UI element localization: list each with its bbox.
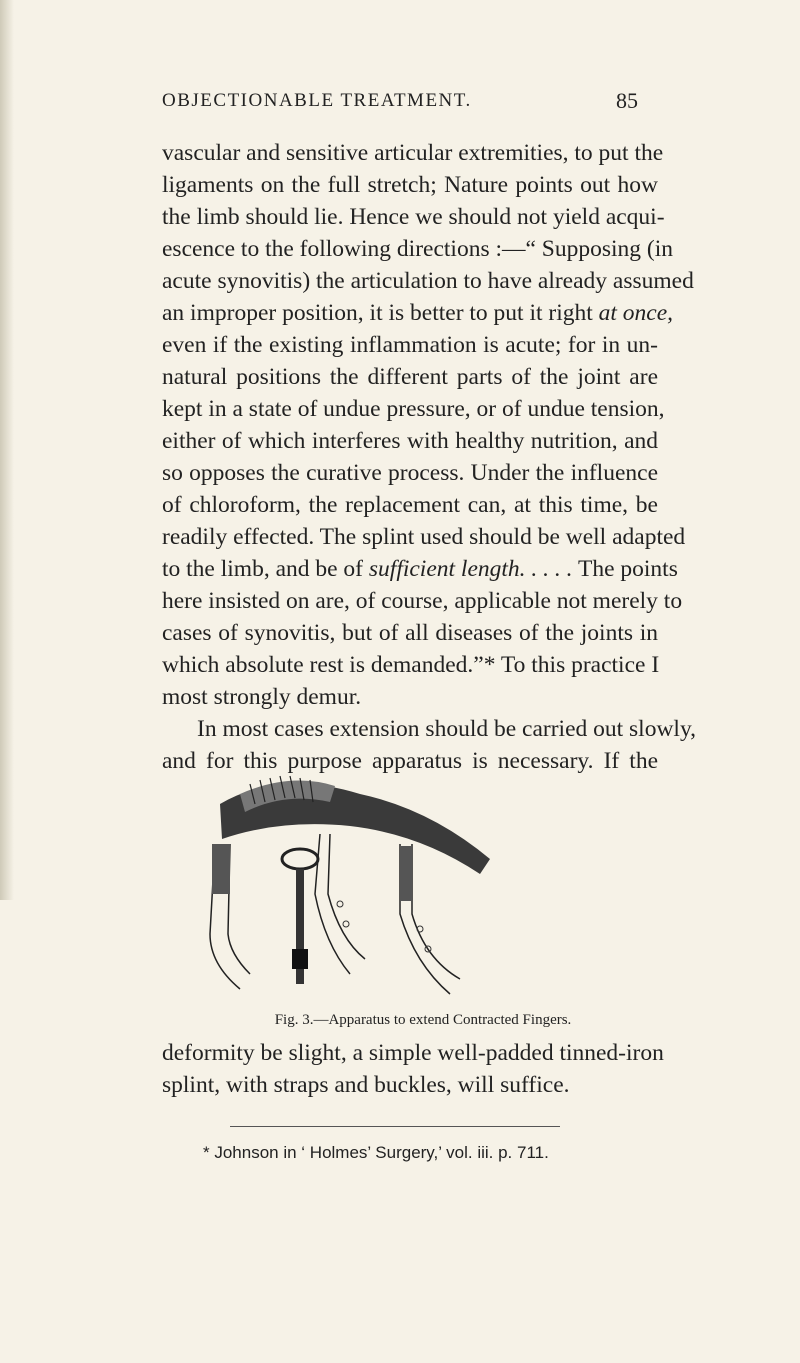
body-line: escence to the following directions :—“ Supposing (in — [162, 236, 674, 262]
body-line-text: an improper position, it is better to put it right — [162, 300, 593, 326]
body-line: even if the existing inflammation is acute; for in un- — [162, 332, 658, 358]
body-line — [162, 300, 674, 327]
footnote-rule — [230, 1126, 560, 1127]
page-gutter-shadow — [0, 0, 14, 900]
body-line: readily effected. The splint used should be well adapted — [162, 524, 686, 550]
running-header: OBJECTIONABLE TREATMENT. — [162, 90, 472, 111]
body-line: which absolute rest is demanded.”* To this practice I — [162, 652, 660, 678]
body-line: natural positions the different parts of the joint are — [162, 364, 658, 390]
body-line: the limb should lie. Hence we should not yield acqui- — [162, 204, 665, 230]
emphasis-sufficient-length: sufficient length. . . . . — [368, 556, 573, 582]
body-line: acute synovitis) the articulation to have already assumed — [162, 268, 694, 294]
body-line: most strongly demur. — [162, 684, 362, 710]
body-line: of chloroform, the replacement can, at this time, be — [162, 492, 658, 518]
body-line: In most cases extension should be carried out slowly, — [197, 716, 697, 742]
apparatus-illustration — [200, 764, 500, 1004]
body-line: kept in a state of undue pressure, or of undue tension, — [162, 396, 665, 422]
body-line: cases of synovitis, but of all diseases of the joints in — [162, 620, 658, 646]
footnote: * Johnson in ‘ Holmes’ Surgery,’ vol. iii. p. 711. — [203, 1143, 549, 1162]
body-line: vascular and sensitive articular extremities, to put the — [162, 140, 664, 166]
body-line: so opposes the curative process. Under the influence — [162, 460, 658, 486]
body-line: ligaments on the full stretch; Nature points out how — [162, 172, 658, 198]
figure-caption: Fig. 3.—Apparatus to extend Contracted Fingers. — [274, 1012, 572, 1028]
body-line: splint, with straps and buckles, will suffice. — [162, 1072, 570, 1098]
emphasis-at-once: at once, — [598, 300, 674, 326]
body-line — [162, 556, 678, 583]
body-line: and for this purpose apparatus is necessary. If the — [162, 748, 658, 774]
page-number: 85 — [616, 88, 638, 113]
body-line: either of which interferes with healthy nutrition, and — [162, 428, 658, 454]
body-line-tail: The points — [577, 556, 678, 582]
body-line: deformity be slight, a simple well-padded tinned-iron — [162, 1040, 664, 1066]
body-line-text: to the limb, and be of — [162, 556, 364, 582]
body-line: here insisted on are, of course, applicable not merely to — [162, 588, 683, 614]
